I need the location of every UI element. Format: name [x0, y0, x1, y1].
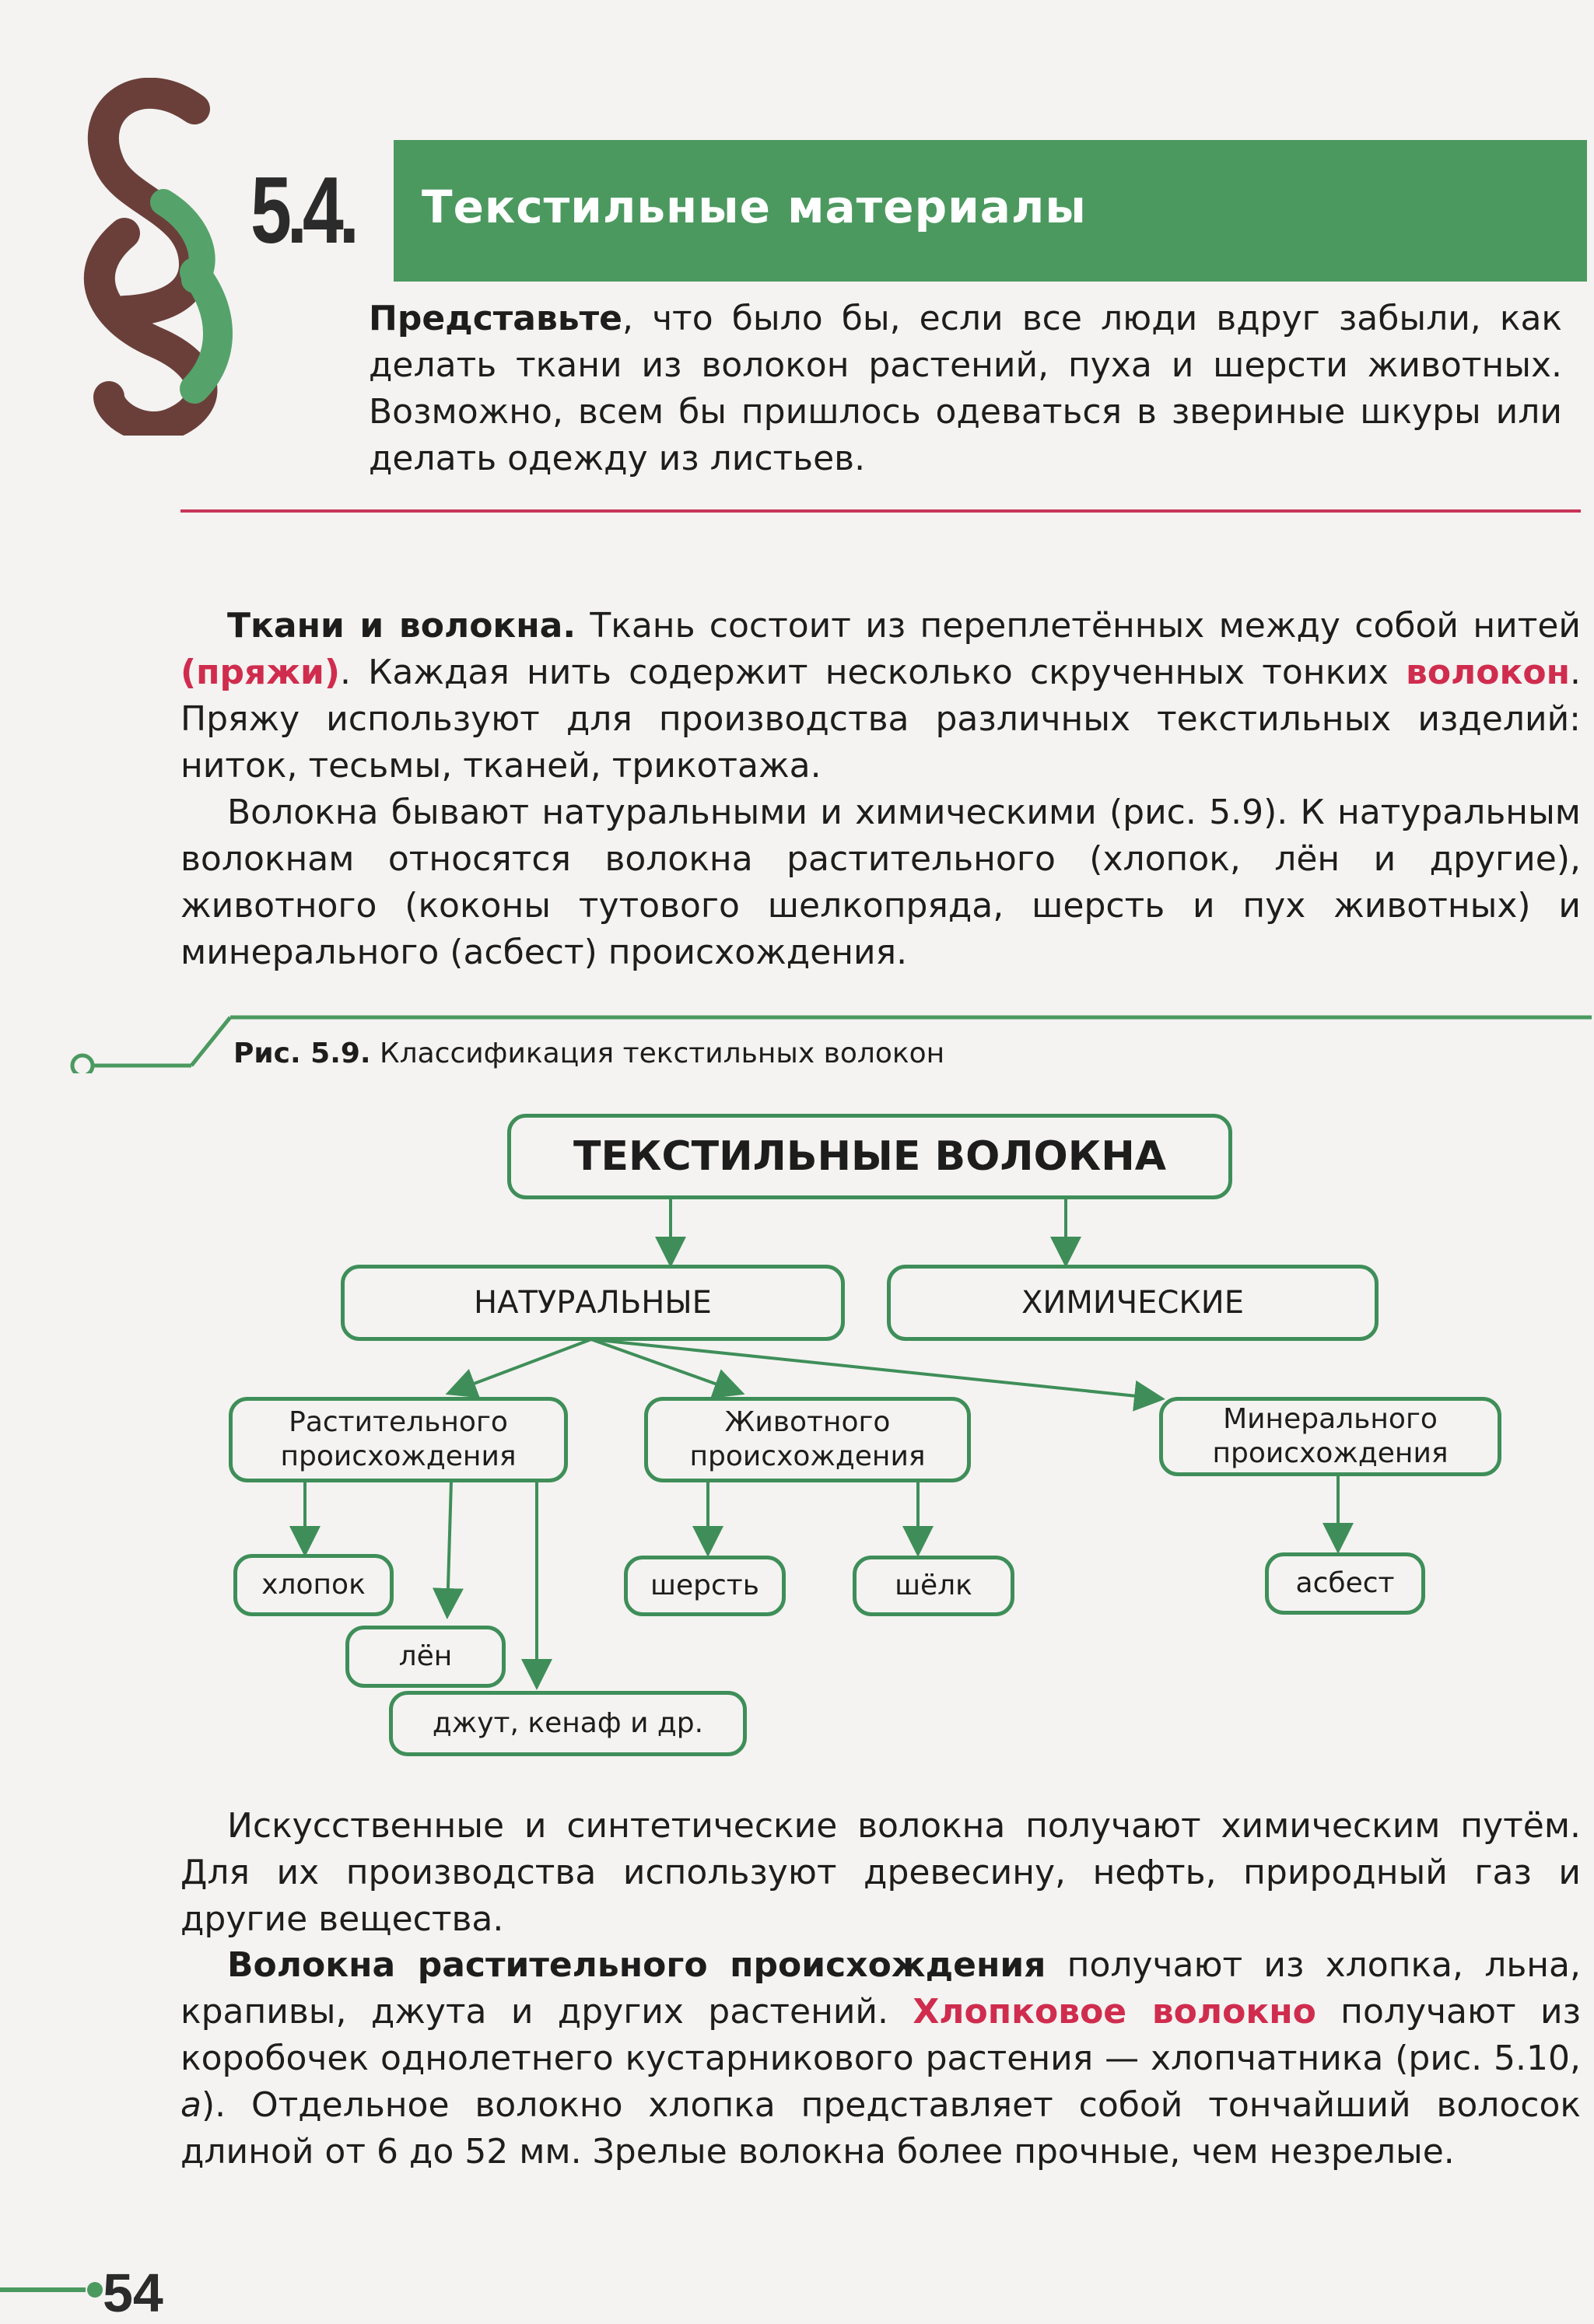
node-animal-l1: Животного — [724, 1406, 891, 1438]
node-asbestos-label: асбест — [1295, 1567, 1395, 1599]
section-sign-icon — [78, 78, 241, 436]
intro-text: , что было бы, если все люди вдруг забыли, как делать ткани из волокон растений, пуха и шерсти животных. Возможно, всем бы пришлось одеваться в звериные шкуры или делать одежду из листьев. — [369, 299, 1562, 478]
section-number: 5.4. — [250, 157, 355, 263]
p3-text: Искусственные и синтетические волокна получают химическим путём. Для их производства используют древесину, нефть, природный газ и другие вещества. — [180, 1806, 1581, 1939]
node-cotton-label: хлопок — [261, 1569, 366, 1601]
figure-label: Рис. 5.9. — [233, 1038, 371, 1069]
node-jute-label: джут, кенаф и др. — [432, 1707, 704, 1739]
section-title: Текстильные материалы — [422, 180, 1087, 233]
p1-text-a: Ткань состоит из переплетённых между собой нитей — [576, 606, 1581, 646]
node-jute — [389, 1691, 747, 1756]
intro-lead: Представьте — [369, 299, 622, 338]
node-animal-l2: происхождения — [689, 1440, 926, 1472]
node-plant-l2: происхождения — [280, 1440, 517, 1472]
node-flax — [345, 1626, 506, 1688]
node-wool-label: шерсть — [650, 1570, 759, 1601]
paragraph-3 — [180, 1803, 1581, 1943]
node-natural-label: НАТУРАЛЬНЫЕ — [474, 1285, 712, 1321]
p1-text-b: . Каждая нить содержит несколько скрученных тонких — [339, 653, 1406, 692]
node-silk-label: шёлк — [895, 1570, 972, 1601]
p1-text-c: . Пряжу используют для производства различных текстильных изделий: ниток, тесьмы, тканей, трикотажа. — [180, 653, 1581, 786]
paragraph-4 — [180, 1942, 1581, 2175]
node-asbestos — [1265, 1552, 1425, 1615]
node-mineral-origin — [1159, 1397, 1501, 1476]
page-number: 54 — [103, 2263, 163, 2323]
p4-italic: а — [180, 2085, 201, 2125]
node-textile-fibers — [507, 1114, 1232, 1199]
node-plant-l1: Растительного — [289, 1406, 508, 1438]
p4-term-cotton-fiber: Хлопковое волокно — [913, 1992, 1316, 2032]
p4-text-b: получают из коробочек однолетнего кустарникового растения — хлопчатника (рис. 5.10, — [180, 1992, 1581, 2078]
node-wool — [624, 1556, 786, 1616]
p1-heading: Ткани и волокна. — [227, 606, 576, 646]
node-mineral-l1: Минерального — [1223, 1403, 1438, 1435]
intro-divider — [180, 509, 1581, 513]
figure-caption — [233, 1038, 944, 1069]
p4-heading: Волокна растительного происхождения — [227, 1945, 1046, 1985]
node-cotton — [233, 1554, 394, 1616]
node-natural — [341, 1265, 845, 1341]
p4-text-a: получают из хлопка, льна, крапивы, джута и других растений. — [180, 1945, 1582, 2032]
node-animal-origin — [644, 1397, 971, 1482]
p1-term-yarn: (пряжи) — [180, 653, 340, 692]
intro-paragraph — [369, 296, 1562, 482]
node-chemical-label: ХИМИЧЕСКИЕ — [1021, 1285, 1244, 1321]
p2-text: Волокна бывают натуральными и химическими (рис. 5.9). К натуральным волокнам относятся волокна растительного (хлопок, лён и другие), животного (коконы тутового шелкопряда, шерсть и пух животных) и минерального (асбест) происхождения. — [180, 793, 1581, 972]
node-textile-fibers-label: ТЕКСТИЛЬНЫЕ ВОЛОКНА — [573, 1133, 1166, 1180]
p1-term-fibers: волокон — [1405, 653, 1570, 692]
p4-text-c: ). Отдельное волокно хлопка представляет собой тончайший волосок длиной от 6 до 52 мм. Зрелые волокна более прочные, чем незрелые. — [180, 2085, 1581, 2172]
page-number-line — [0, 2279, 109, 2302]
node-chemical — [887, 1265, 1379, 1341]
figure-title: Классификация текстильных волокон — [370, 1038, 945, 1069]
paragraph-2 — [180, 789, 1581, 976]
paragraph-1 — [180, 603, 1581, 789]
node-mineral-l2: происхождения — [1212, 1437, 1449, 1469]
node-flax-label: лён — [398, 1640, 453, 1672]
node-plant-origin — [229, 1397, 568, 1482]
node-silk — [853, 1556, 1014, 1616]
section-title-band — [394, 140, 1587, 282]
